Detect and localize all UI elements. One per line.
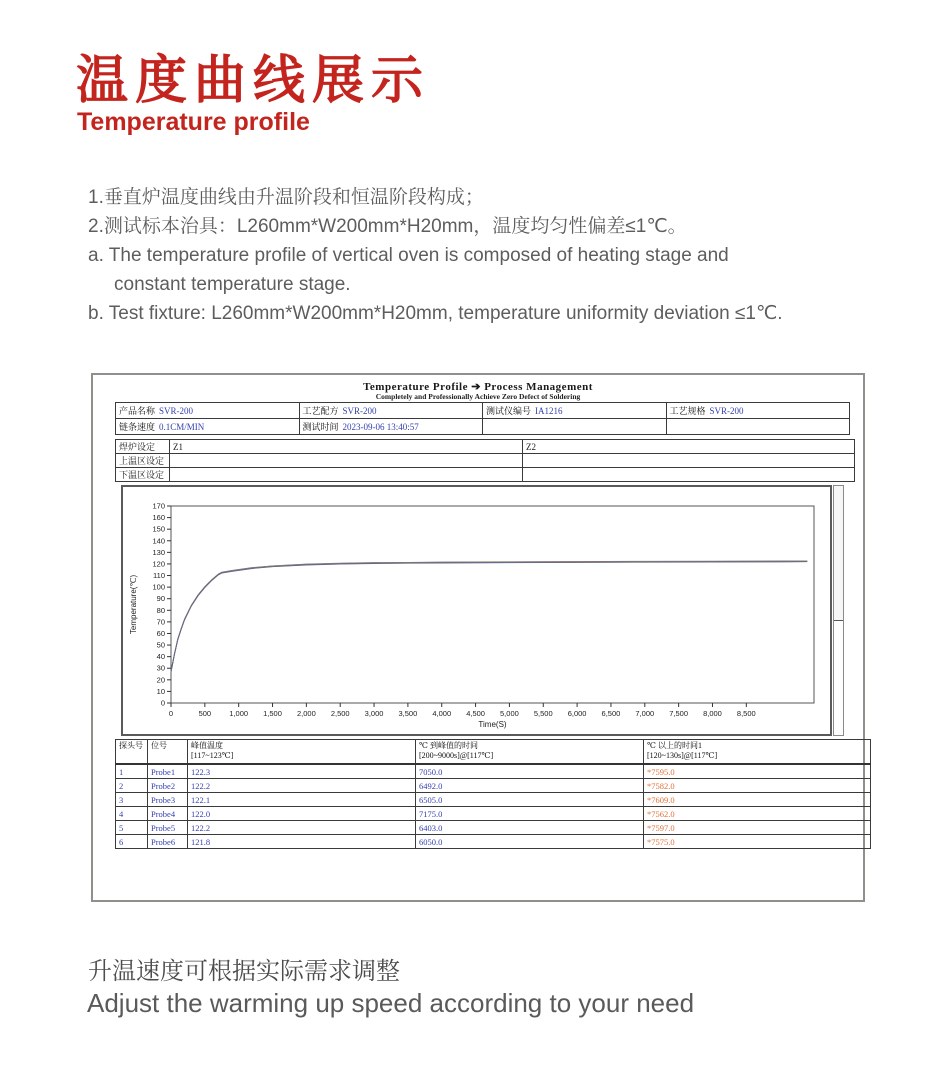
svg-text:20: 20 [156, 675, 165, 685]
svg-text:4,000: 4,000 [432, 709, 452, 718]
probe-cell: Probe6 [148, 835, 188, 849]
intro-text [88, 183, 783, 328]
probe-header-cell: 峰值温度 [117~123℃] [188, 740, 416, 765]
probe-header-cell: ℃ 以上的时间1 [120~130s]@[117℃] [644, 740, 871, 765]
probe-cell: 7175.0 [416, 807, 644, 821]
zone-cell: Z2 [523, 440, 855, 454]
zone-cell: Z1 [170, 440, 523, 454]
svg-text:3,500: 3,500 [398, 709, 418, 718]
probe-cell: *7595.0 [644, 764, 871, 779]
probe-row [116, 764, 871, 779]
svg-text:Time(S): Time(S) [478, 720, 507, 729]
info-cell [666, 419, 850, 435]
svg-text:90: 90 [156, 594, 165, 604]
temperature-chart [121, 485, 832, 736]
probe-cell: Probe2 [148, 779, 188, 793]
temperature-chart-svg [123, 487, 826, 730]
probe-cell: 7050.0 [416, 764, 644, 779]
svg-text:8,500: 8,500 [736, 709, 756, 718]
probe-cell: 5 [116, 821, 148, 835]
svg-text:10: 10 [156, 686, 165, 696]
probe-cell: 1 [116, 764, 148, 779]
probe-cell: 121.8 [188, 835, 416, 849]
info-table [115, 402, 850, 435]
probe-table [115, 739, 871, 849]
probe-header-cell: 探头号 [116, 740, 148, 765]
svg-text:50: 50 [156, 640, 165, 650]
svg-text:5,500: 5,500 [533, 709, 553, 718]
svg-text:1,000: 1,000 [229, 709, 249, 718]
svg-text:2,000: 2,000 [296, 709, 316, 718]
intro-line: 1.垂直炉温度曲线由升温阶段和恒温阶段构成； [88, 187, 484, 208]
svg-text:170: 170 [152, 501, 165, 511]
probe-cell: 6050.0 [416, 835, 644, 849]
svg-text:100: 100 [152, 582, 165, 592]
footer-note-cn: 升温速度可根据实际需求调整 [88, 958, 400, 985]
info-cell [116, 419, 300, 435]
probe-row [116, 793, 871, 807]
svg-text:500: 500 [198, 709, 212, 718]
zone-cell: 上温区设定 [116, 454, 170, 468]
info-cell [299, 419, 483, 435]
probe-cell: 2 [116, 779, 148, 793]
probe-row [116, 807, 871, 821]
probe-header-cell: ℃ 到峰值的时间 [200~9000s]@[117℃] [416, 740, 644, 765]
probe-cell: 6505.0 [416, 793, 644, 807]
probe-row [116, 779, 871, 793]
svg-text:60: 60 [156, 628, 165, 638]
report-frame [91, 373, 865, 902]
svg-text:3,000: 3,000 [364, 709, 384, 718]
probe-row [116, 835, 871, 849]
report-subtitle: Completely and Professionally Achieve Zero Defect of Soldering [375, 392, 581, 401]
info-label: 测试时间 [302, 422, 339, 432]
svg-text:Temperature(℃): Temperature(℃) [129, 574, 138, 635]
probe-cell: Probe1 [148, 764, 188, 779]
probe-cell: *7609.0 [644, 793, 871, 807]
probe-cell: Probe3 [148, 793, 188, 807]
info-cell [299, 403, 483, 419]
info-value: SVR-200 [342, 406, 377, 416]
info-label: 测试仪编号 [486, 406, 532, 416]
footer-note-en: Adjust the warming up speed according to your need [87, 988, 695, 1018]
svg-text:5,000: 5,000 [500, 709, 519, 718]
svg-text:40: 40 [156, 652, 165, 662]
info-label: 产品名称 [119, 406, 156, 416]
probe-cell: Probe5 [148, 821, 188, 835]
info-value: IA1216 [535, 406, 563, 416]
probe-cell: 4 [116, 807, 148, 821]
probe-cell: 122.0 [188, 807, 416, 821]
probe-cell: *7582.0 [644, 779, 871, 793]
probe-cell: 3 [116, 793, 148, 807]
svg-text:80: 80 [156, 605, 165, 615]
probe-cell: 122.1 [188, 793, 416, 807]
svg-text:0: 0 [160, 698, 165, 708]
zone-cell [170, 454, 523, 468]
svg-text:130: 130 [152, 547, 165, 557]
info-cell [666, 403, 850, 419]
probe-row [116, 821, 871, 835]
svg-text:8,000: 8,000 [703, 709, 722, 718]
probe-cell: 122.2 [188, 821, 416, 835]
svg-text:4,500: 4,500 [466, 709, 485, 718]
svg-text:0: 0 [168, 709, 174, 718]
probe-cell: *7562.0 [644, 807, 871, 821]
svg-text:6,000: 6,000 [567, 709, 587, 718]
zone-cell [170, 468, 523, 482]
probe-cell: *7597.0 [644, 821, 871, 835]
info-label: 工艺规格 [669, 406, 706, 416]
probe-cell: Probe4 [148, 807, 188, 821]
info-cell [483, 419, 667, 435]
svg-text:2,500: 2,500 [330, 709, 350, 718]
zone-cell: 焊炉设定 [116, 440, 170, 454]
report-title: Temperature Profile ➔ Process Management [363, 381, 593, 393]
svg-text:120: 120 [152, 559, 165, 569]
zone-table [115, 439, 855, 482]
svg-text:7,500: 7,500 [669, 709, 689, 718]
intro-line: constant temperature stage. [114, 274, 351, 295]
intro-line: a. The temperature profile of vertical oven is composed of heating stage and [88, 245, 729, 266]
zone-cell [523, 468, 855, 482]
zone-cell: 下温区设定 [116, 468, 170, 482]
info-label: 工艺配方 [302, 406, 339, 416]
svg-text:1,500: 1,500 [263, 709, 282, 718]
svg-text:30: 30 [156, 663, 165, 673]
svg-text:110: 110 [153, 571, 165, 581]
probe-cell: 6403.0 [416, 821, 644, 835]
probe-cell: *7575.0 [644, 835, 871, 849]
zone-cell [523, 454, 855, 468]
probe-cell: 6 [116, 835, 148, 849]
page-title: 温度曲线展示 [76, 53, 431, 110]
probe-cell: 122.2 [188, 779, 416, 793]
info-cell [483, 403, 667, 419]
info-label: 链条速度 [119, 422, 156, 432]
info-value: 2023-09-06 13:40:57 [342, 422, 419, 432]
info-value: SVR-200 [709, 406, 744, 416]
svg-text:7,000: 7,000 [635, 709, 655, 718]
chart-scrollbar-thumb[interactable] [834, 486, 843, 621]
svg-text:160: 160 [152, 513, 165, 523]
probe-cell: 122.3 [188, 764, 416, 779]
intro-line: b. Test fixture: L260mm*W200mm*H20mm, temperature uniformity deviation ≤1℃. [88, 303, 783, 324]
svg-text:70: 70 [156, 617, 165, 627]
intro-line: 2.测试标本治具：L260mm*W200mm*H20mm，温度均匀性偏差≤1℃。 [88, 216, 687, 237]
info-cell [116, 403, 300, 419]
page-subtitle: Temperature profile [77, 108, 310, 136]
svg-text:150: 150 [152, 524, 165, 534]
info-value: SVR-200 [159, 406, 194, 416]
chart-scrollbar[interactable] [833, 485, 844, 736]
svg-text:140: 140 [152, 536, 165, 546]
info-value: 0.1CM/MIN [159, 422, 205, 432]
probe-header-cell: 位号 [148, 740, 188, 765]
svg-text:6,500: 6,500 [601, 709, 621, 718]
probe-cell: 6492.0 [416, 779, 644, 793]
